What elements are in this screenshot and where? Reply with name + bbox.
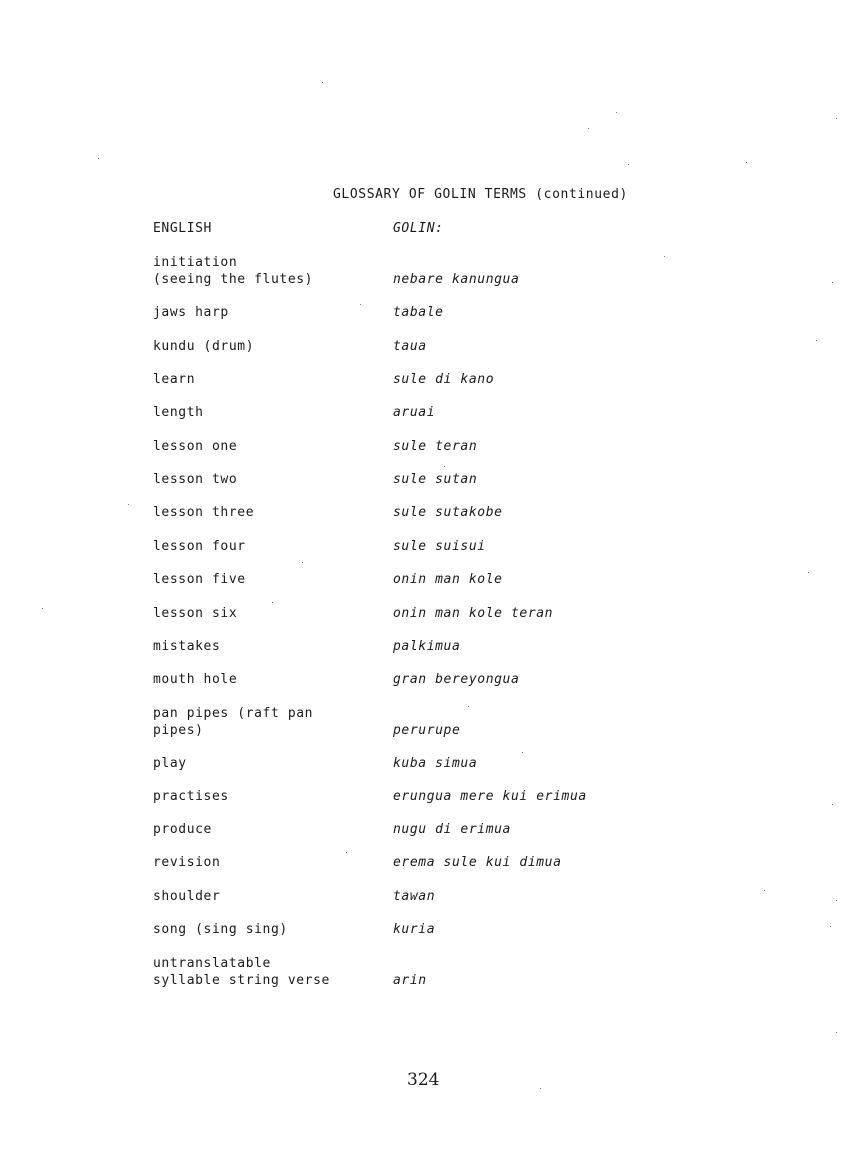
golin-term: sule suisui (393, 539, 486, 554)
english-term-line: syllable string verse (153, 973, 330, 988)
scan-speck (346, 852, 347, 853)
english-term (153, 671, 237, 688)
english-term (153, 538, 246, 555)
english-term (153, 338, 254, 355)
english-term-line: practises (153, 789, 229, 804)
english-term (153, 705, 313, 739)
english-term (153, 821, 212, 838)
english-term (153, 304, 229, 321)
scan-speck (468, 706, 469, 707)
golin-term: tabale (393, 305, 444, 320)
glossary-row (0, 955, 850, 989)
glossary-row (0, 254, 850, 288)
english-term (153, 438, 237, 455)
golin-term: erungua mere kui erimua (393, 789, 587, 804)
english-term-line: length (153, 405, 204, 420)
english-term-line: untranslatable (153, 956, 271, 971)
english-term (153, 788, 229, 805)
english-term (153, 471, 237, 488)
scan-speck (836, 900, 837, 901)
golin-term: nugu di erimua (393, 822, 511, 837)
scan-speck (588, 128, 589, 129)
scan-speck (98, 158, 99, 159)
golin-term: sule di kano (393, 372, 495, 387)
golin-term: sule sutan (393, 472, 478, 487)
scan-speck (832, 282, 833, 283)
english-term-line: shoulder (153, 889, 221, 904)
glossary-row (0, 538, 850, 572)
scan-speck (522, 752, 523, 753)
golin-term: aruai (393, 405, 436, 420)
english-term (153, 404, 204, 421)
glossary-row (0, 755, 850, 789)
column-header-golin: GOLIN: (393, 221, 444, 236)
golin-term: taua (393, 339, 427, 354)
scan-speck (444, 466, 445, 467)
golin-term: sule sutakobe (393, 505, 503, 520)
english-term (153, 571, 246, 588)
glossary-row (0, 888, 850, 922)
golin-term: nebare kanungua (393, 272, 520, 287)
golin-term: perurupe (393, 723, 461, 738)
english-term-line: pan pipes (raft pan (153, 706, 314, 721)
glossary-row (0, 338, 850, 372)
english-term-line: mistakes (153, 639, 221, 654)
glossary-row (0, 671, 850, 705)
english-term (153, 921, 288, 938)
english-term-line: produce (153, 822, 212, 837)
golin-term: gran bereyongua (393, 672, 520, 687)
golin-term: palkimua (393, 639, 461, 654)
english-term (153, 755, 187, 772)
scan-speck (764, 890, 765, 891)
scan-speck (272, 602, 273, 603)
english-term-line: pipes) (153, 723, 204, 738)
english-term (153, 254, 313, 288)
scan-speck (302, 562, 303, 563)
scan-speck (832, 804, 833, 805)
english-term (153, 638, 220, 655)
english-term-line: learn (153, 372, 196, 387)
glossary-title: GLOSSARY OF GOLIN TERMS (continued) (333, 187, 628, 202)
glossary-row (0, 571, 850, 605)
english-term (153, 605, 237, 622)
english-term-line: play (153, 756, 187, 771)
english-term-line: lesson six (153, 606, 238, 621)
golin-term: sule teran (393, 439, 478, 454)
english-term-line: (seeing the flutes) (153, 272, 314, 287)
glossary-row (0, 921, 850, 955)
english-term-line: jaws harp (153, 305, 229, 320)
glossary-row (0, 404, 850, 438)
english-term-line: revision (153, 855, 221, 870)
scan-speck (616, 112, 617, 113)
golin-term: onin man kole teran (393, 606, 554, 621)
glossary-row (0, 821, 850, 855)
scan-speck (830, 926, 831, 927)
golin-term: erema sule kui dimua (393, 855, 562, 870)
glossary-row (0, 371, 850, 405)
glossary-row (0, 605, 850, 639)
english-term (153, 854, 220, 871)
english-term (153, 504, 254, 521)
scan-speck (128, 504, 129, 505)
english-term-line: lesson three (153, 505, 255, 520)
column-header-english: ENGLISH (153, 221, 212, 236)
glossary-row (0, 471, 850, 505)
scan-speck (816, 340, 817, 341)
golin-term: kuria (393, 922, 436, 937)
english-term-line: lesson one (153, 439, 238, 454)
english-term-line: lesson five (153, 572, 246, 587)
glossary-row (0, 638, 850, 672)
scan-speck (808, 572, 809, 573)
english-term-line: song (sing sing) (153, 922, 288, 937)
golin-term: arin (393, 973, 427, 988)
scan-speck (42, 608, 43, 609)
english-term-line: kundu (drum) (153, 339, 255, 354)
scan-speck (836, 1032, 837, 1033)
scan-speck (746, 162, 747, 163)
scan-speck (322, 82, 323, 83)
english-term (153, 955, 330, 989)
golin-term: onin man kole (393, 572, 503, 587)
glossary-row (0, 504, 850, 538)
english-term-line: lesson four (153, 539, 246, 554)
glossary-row (0, 438, 850, 472)
english-term-line: initiation (153, 255, 238, 270)
scan-speck (628, 164, 629, 165)
page-number: 324 (407, 1070, 440, 1090)
glossary-row (0, 304, 850, 338)
scan-speck (540, 1088, 541, 1089)
glossary-row (0, 788, 850, 822)
scan-speck (664, 256, 665, 257)
scan-speck (360, 304, 361, 305)
english-term (153, 371, 195, 388)
golin-term: tawan (393, 889, 436, 904)
golin-term: kuba simua (393, 756, 478, 771)
english-term-line: lesson two (153, 472, 238, 487)
english-term (153, 888, 220, 905)
english-term-line: mouth hole (153, 672, 238, 687)
glossary-row (0, 854, 850, 888)
glossary-row (0, 705, 850, 739)
scan-speck (836, 118, 837, 119)
